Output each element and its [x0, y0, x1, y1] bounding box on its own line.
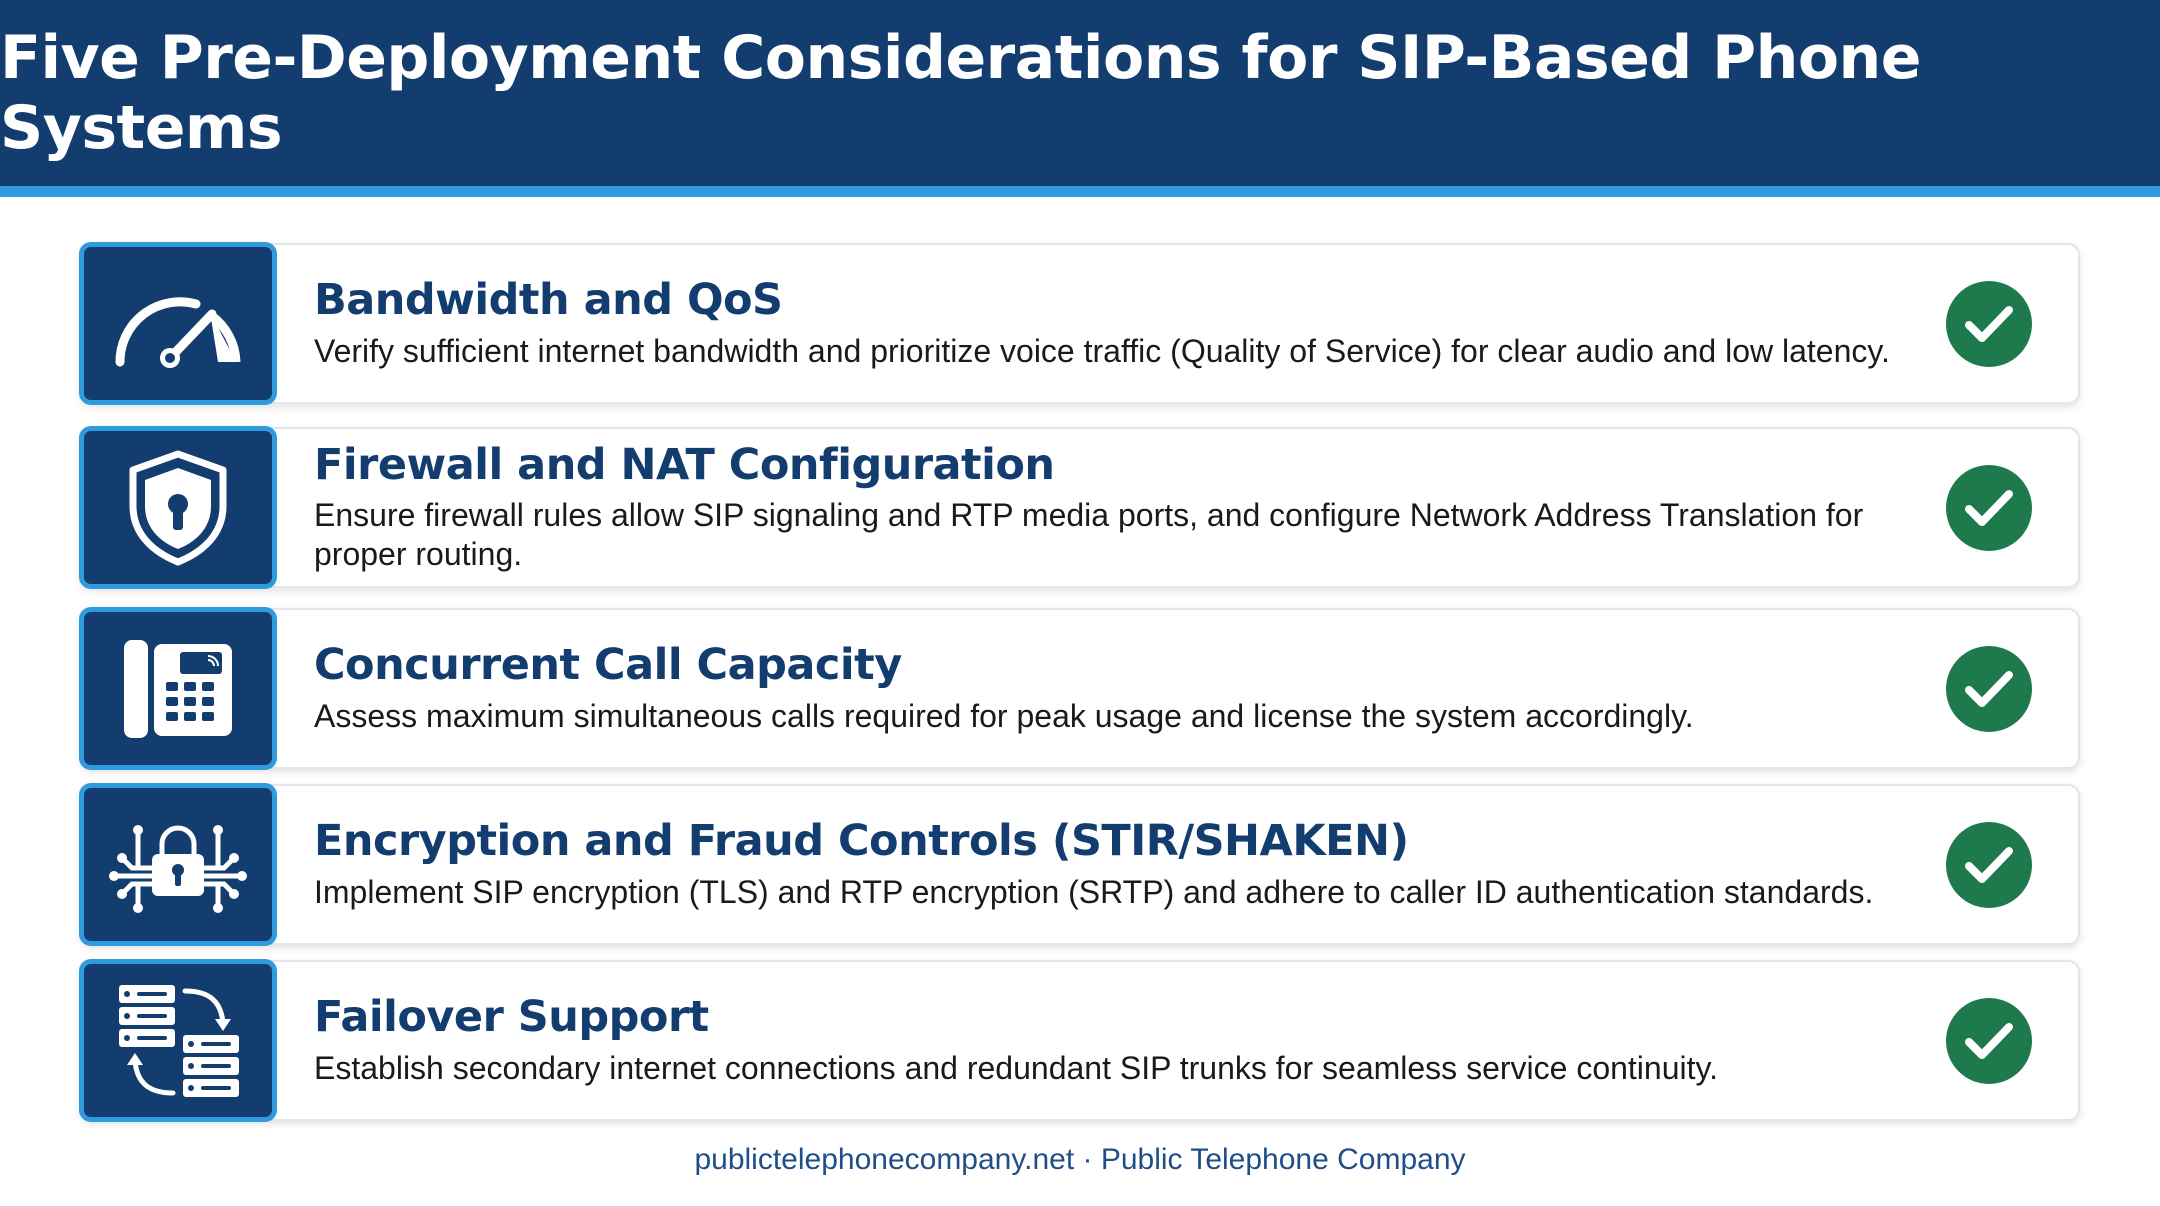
check-icon [1946, 822, 2032, 908]
speedometer-icon [79, 242, 277, 405]
list-item-call-capacity [80, 608, 2080, 769]
item-title: Bandwidth and QoS [314, 275, 783, 326]
item-description: Verify sufficient internet bandwidth and prioritize voice traffic (Quality of Service) for clear audio and low latency. [314, 332, 1890, 369]
page-title: Five Pre-Deployment Considerations for SIP-Based Phone Systems [0, 23, 1921, 163]
check-icon [1946, 998, 2032, 1084]
desk-phone-icon [79, 607, 277, 770]
check-icon [1946, 646, 2032, 732]
item-title: Firewall and NAT Configuration [314, 439, 1055, 490]
list-item-encryption [80, 784, 2080, 945]
item-description: Ensure firewall rules allow SIP signaling and RTP media ports, and configure Network Address Translation for proper routing. [314, 497, 1864, 573]
header-banner [0, 0, 2160, 186]
item-description: Implement SIP encryption (TLS) and RTP encryption (SRTP) and adhere to caller ID authentication standards. [314, 873, 1874, 910]
list-item-firewall [80, 427, 2080, 588]
check-icon [1946, 465, 2032, 551]
footer-credit: publictelephonecompany.net · Public Telephone Company [694, 1143, 1466, 1176]
list-item-bandwidth [80, 243, 2080, 404]
padlock-circuit-icon [79, 783, 277, 946]
item-description: Establish secondary internet connections and redundant SIP trunks for seamless service continuity. [314, 1049, 1719, 1086]
item-title: Failover Support [314, 992, 709, 1043]
shield-lock-icon [79, 426, 277, 589]
server-failover-icon [79, 959, 277, 1122]
header-accent-stripe [0, 186, 2160, 197]
item-title: Concurrent Call Capacity [314, 640, 902, 691]
list-item-failover [80, 960, 2080, 1121]
check-icon [1946, 281, 2032, 367]
item-description: Assess maximum simultaneous calls required for peak usage and license the system accordingly. [314, 697, 1694, 734]
item-title: Encryption and Fraud Controls (STIR/SHAKEN) [314, 816, 1409, 867]
